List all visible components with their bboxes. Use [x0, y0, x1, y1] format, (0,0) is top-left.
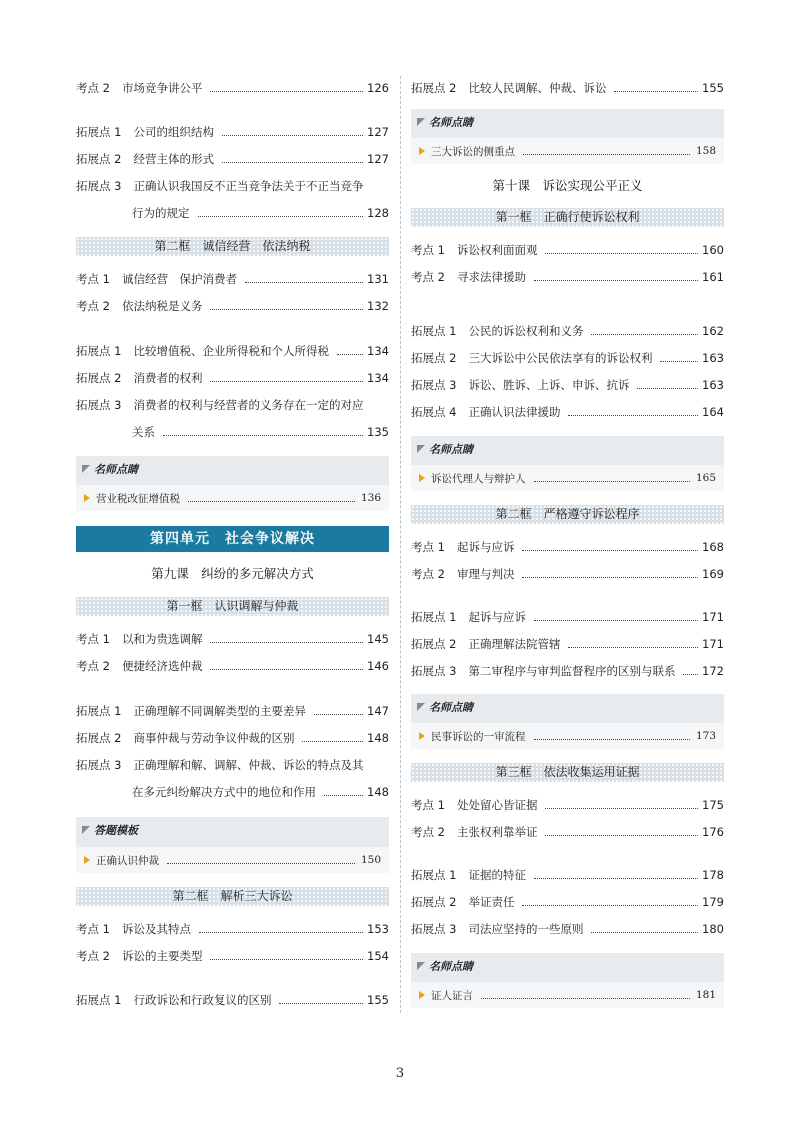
flag-icon [82, 465, 90, 473]
toc-entry[interactable]: 考点 1 起诉与应诉 168 [411, 540, 724, 554]
triangle-bullet-icon [419, 732, 425, 740]
section-frame-heading: 第一框 正确行使诉讼权利 [411, 208, 724, 227]
toc-entry[interactable]: 拓展点 1 公司的组织结构 127 [76, 125, 389, 139]
tip-entry[interactable]: 证人证言 181 [411, 982, 724, 1008]
toc-entry[interactable]: 考点 2 主张权利靠举证 176 [411, 825, 724, 839]
toc-entry[interactable]: 拓展点 2 消费者的权利 134 [76, 371, 389, 385]
tip-entry[interactable]: 诉讼代理人与辩护人 165 [411, 465, 724, 491]
toc-entry[interactable]: 考点 1 诉讼及其特点 153 [76, 922, 389, 936]
flag-icon [417, 962, 425, 970]
tip-heading: 名师点睛 [417, 700, 473, 714]
toc-entry[interactable]: 拓展点 1 正确理解不同调解类型的主要差异 147 [76, 704, 389, 718]
toc-entry[interactable]: 考点 1 诚信经营 保护消费者 131 [76, 272, 389, 286]
toc-entry[interactable]: 拓展点 2 举证责任 179 [411, 895, 724, 909]
section-frame-heading: 第三框 依法收集运用证据 [411, 763, 724, 782]
triangle-bullet-icon [419, 147, 425, 155]
tip-heading: 答题模板 [82, 823, 138, 837]
toc-entry[interactable]: 拓展点 3 消费者的权利与经营者的义务存在一定的对应 [76, 398, 364, 412]
toc-entry[interactable]: 拓展点 2 经营主体的形式 127 [76, 152, 389, 166]
section-frame-heading: 第二框 诚信经营 依法纳税 [76, 237, 389, 256]
triangle-bullet-icon [84, 494, 90, 502]
lesson-heading: 第十课 诉讼实现公平正义 [492, 178, 643, 193]
tip-heading: 名师点睛 [417, 442, 473, 456]
toc-entry[interactable]: 考点 2 市场竞争讲公平 126 [76, 81, 389, 95]
triangle-bullet-icon [84, 856, 90, 864]
flag-icon [417, 445, 425, 453]
tip-box [76, 456, 389, 511]
unit-banner: 第四单元 社会争议解决 [76, 526, 389, 552]
toc-entry[interactable]: 拓展点 1 比较增值税、企业所得税和个人所得税 134 [76, 344, 389, 358]
tip-heading: 名师点睛 [417, 115, 473, 129]
section-frame-heading: 第二框 解析三大诉讼 [76, 887, 389, 906]
toc-entry-continuation[interactable]: 关系 135 [132, 425, 389, 439]
page-number: 3 [395, 1066, 405, 1081]
toc-entry[interactable]: 考点 2 审理与判决 169 [411, 567, 724, 581]
toc-entry[interactable]: 考点 2 便捷经济选仲裁 146 [76, 659, 389, 673]
flag-icon [82, 826, 90, 834]
toc-entry[interactable]: 考点 2 诉讼的主要类型 154 [76, 949, 389, 963]
toc-entry[interactable]: 拓展点 4 正确认识法律援助 164 [411, 405, 724, 419]
toc-entry[interactable]: 考点 1 以和为贵选调解 145 [76, 632, 389, 646]
toc-entry[interactable]: 拓展点 1 公民的诉讼权利和义务 162 [411, 324, 724, 338]
column-divider [400, 76, 401, 1013]
toc-entry[interactable]: 考点 2 依法纳税是义务 132 [76, 299, 389, 313]
triangle-bullet-icon [419, 474, 425, 482]
tip-box [411, 694, 724, 749]
flag-icon [417, 703, 425, 711]
tip-box [411, 436, 724, 491]
section-frame-heading: 第一框 认识调解与仲裁 [76, 597, 389, 616]
tip-heading: 名师点睛 [417, 959, 473, 973]
tip-entry[interactable]: 三大诉讼的侧重点 158 [411, 138, 724, 164]
toc-entry[interactable]: 考点 1 处处留心皆证据 175 [411, 798, 724, 812]
toc-entry[interactable]: 拓展点 1 起诉与应诉 171 [411, 610, 724, 624]
tip-box [411, 109, 724, 164]
toc-entry[interactable]: 拓展点 3 第二审程序与审判监督程序的区别与联系 172 [411, 664, 724, 678]
toc-entry-continuation[interactable]: 在多元纠纷解决方式中的地位和作用 148 [132, 785, 389, 799]
tip-entry[interactable]: 营业税改征增值税 136 [76, 485, 389, 511]
toc-entry[interactable]: 拓展点 2 比较人民调解、仲裁、诉讼 155 [411, 81, 724, 95]
toc-entry[interactable]: 拓展点 2 正确理解法院管辖 171 [411, 637, 724, 651]
tip-heading: 名师点睛 [82, 462, 138, 476]
tip-box [411, 953, 724, 1008]
toc-entry[interactable]: 拓展点 1 行政诉讼和行政复议的区别 155 [76, 993, 389, 1007]
toc-entry[interactable]: 拓展点 3 司法应坚持的一些原则 180 [411, 922, 724, 936]
toc-entry[interactable]: 拓展点 2 三大诉讼中公民依法享有的诉讼权利 163 [411, 351, 724, 365]
lesson-heading: 第九课 纠纷的多元解决方式 [151, 566, 314, 581]
tip-entry[interactable]: 民事诉讼的一审流程 173 [411, 723, 724, 749]
toc-entry[interactable]: 拓展点 3 诉讼、胜诉、上诉、申诉、抗诉 163 [411, 378, 724, 392]
toc-entry[interactable]: 考点 2 寻求法律援助 161 [411, 270, 724, 284]
toc-entry[interactable]: 拓展点 1 证据的特征 178 [411, 868, 724, 882]
tip-entry[interactable]: 正确认识仲裁 150 [76, 847, 389, 873]
toc-entry[interactable]: 拓展点 2 商事仲裁与劳动争议仲裁的区别 148 [76, 731, 389, 745]
triangle-bullet-icon [419, 991, 425, 999]
toc-entry-continuation[interactable]: 行为的规定 128 [132, 206, 389, 220]
toc-entry[interactable]: 拓展点 3 正确理解和解、调解、仲裁、诉讼的特点及其 [76, 758, 364, 772]
section-frame-heading: 第二框 严格遵守诉讼程序 [411, 505, 724, 524]
flag-icon [417, 118, 425, 126]
toc-entry[interactable]: 考点 1 诉讼权利面面观 160 [411, 243, 724, 257]
tip-box [76, 817, 389, 873]
toc-entry[interactable]: 拓展点 3 正确认识我国反不正当竞争法关于不正当竞争 [76, 179, 364, 193]
